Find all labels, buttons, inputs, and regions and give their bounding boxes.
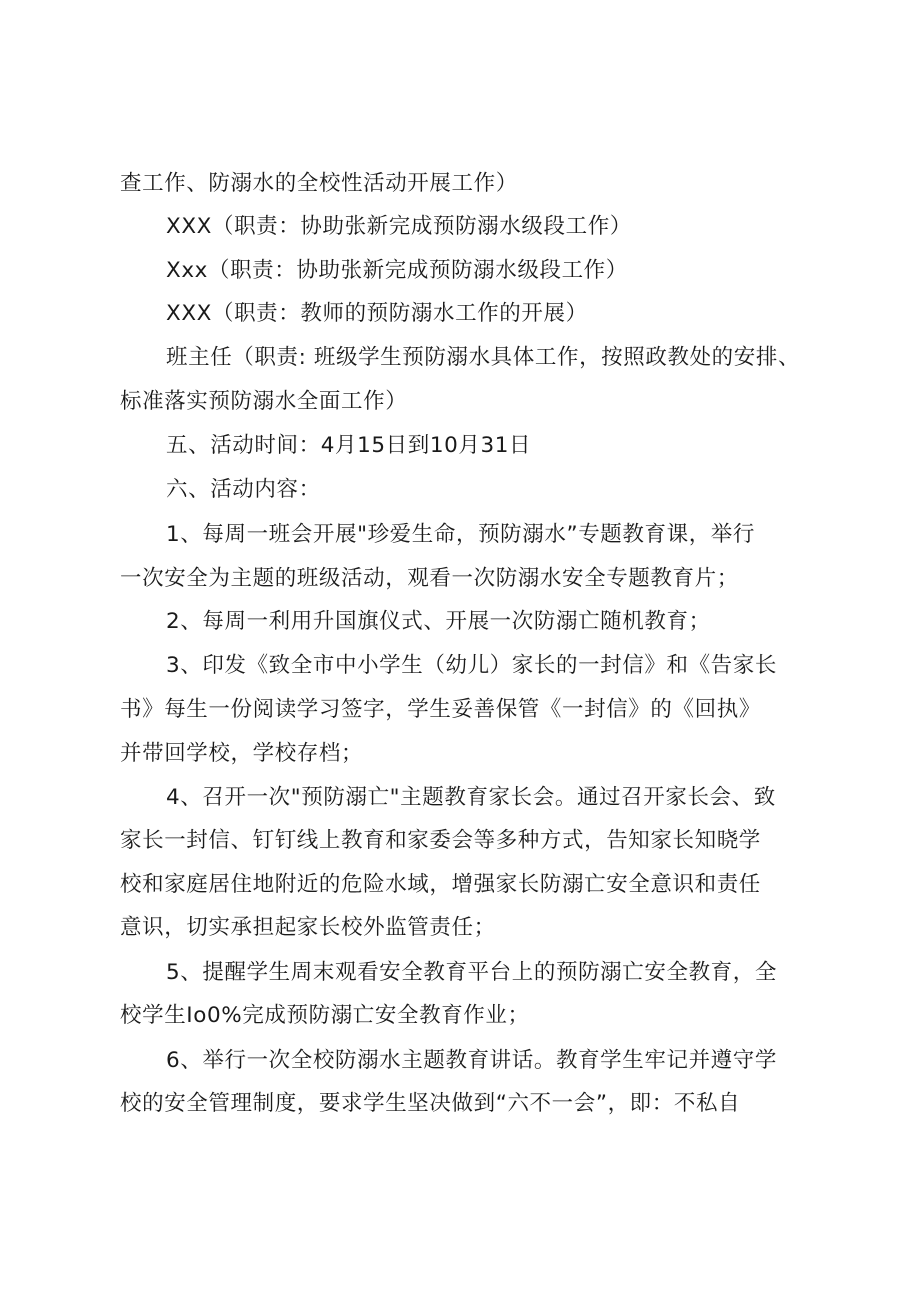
text-line: 4、召开一次"预防溺亡"主题教育家长会。通过召开家长会、致 — [166, 785, 776, 810]
section-heading: 六、活动内容： — [166, 477, 321, 502]
text-line: 校的安全管理制度，要求学生坚决做到“六不一会”，即：不私自 — [120, 1091, 741, 1116]
text-line: 6、举行一次全校防溺水主题教育讲话。教育学生牢记并遵守学 — [166, 1048, 777, 1073]
text-line: 一次安全为主题的班级活动，观看一次防溺水安全专题教育片； — [120, 566, 739, 591]
text-line: 标准落实预防溺水全面工作） — [120, 389, 408, 414]
text-line: Xxx（职责：协助张新完成预防溺水级段工作） — [166, 258, 628, 283]
text-line: 查工作、防溺水的全校性活动开展工作） — [120, 171, 518, 196]
text-line: 3、印发《致全市中小学生（幼儿）家长的一封信》和《告家长 — [166, 653, 777, 678]
text-line: 校和家庭居住地附近的危险水域，增强家长防溺亡安全意识和责任 — [120, 872, 761, 897]
text-line: XXX（职责：教师的预防溺水工作的开展） — [166, 301, 588, 326]
section-heading: 五、活动时间：4月15日到10月31日 — [166, 433, 532, 458]
text-line: 1、每周一班会开展"珍爱生命，预防溺水”专题教育课，举行 — [166, 522, 756, 547]
text-line: 并带回学校，学校存档； — [120, 741, 364, 766]
text-line: 班主任（职责: 班级学生预防溺水具体工作，按照政教处的安排、 — [166, 345, 801, 370]
text-line: 校学生Io0%完成预防溺亡安全教育作业； — [120, 1003, 530, 1028]
text-line: XXX（职责：协助张新完成预防溺水级段工作） — [166, 214, 632, 239]
text-line: 家长一封信、钉钉线上教育和家委会等多种方式，告知家长知晓学 — [120, 828, 761, 853]
text-line: 5、提醒学生周末观看安全教育平台上的预防溺亡安全教育，全 — [166, 960, 777, 985]
text-line: 2、每周一利用升国旗仪式、开展一次防溺亡随机教育； — [166, 609, 711, 634]
text-line: 书》每生一份阅读学习签字，学生妥善保管《一封信》的《回执》 — [120, 697, 761, 722]
text-line: 意识，切实承担起家长校外监管责任； — [120, 915, 496, 940]
